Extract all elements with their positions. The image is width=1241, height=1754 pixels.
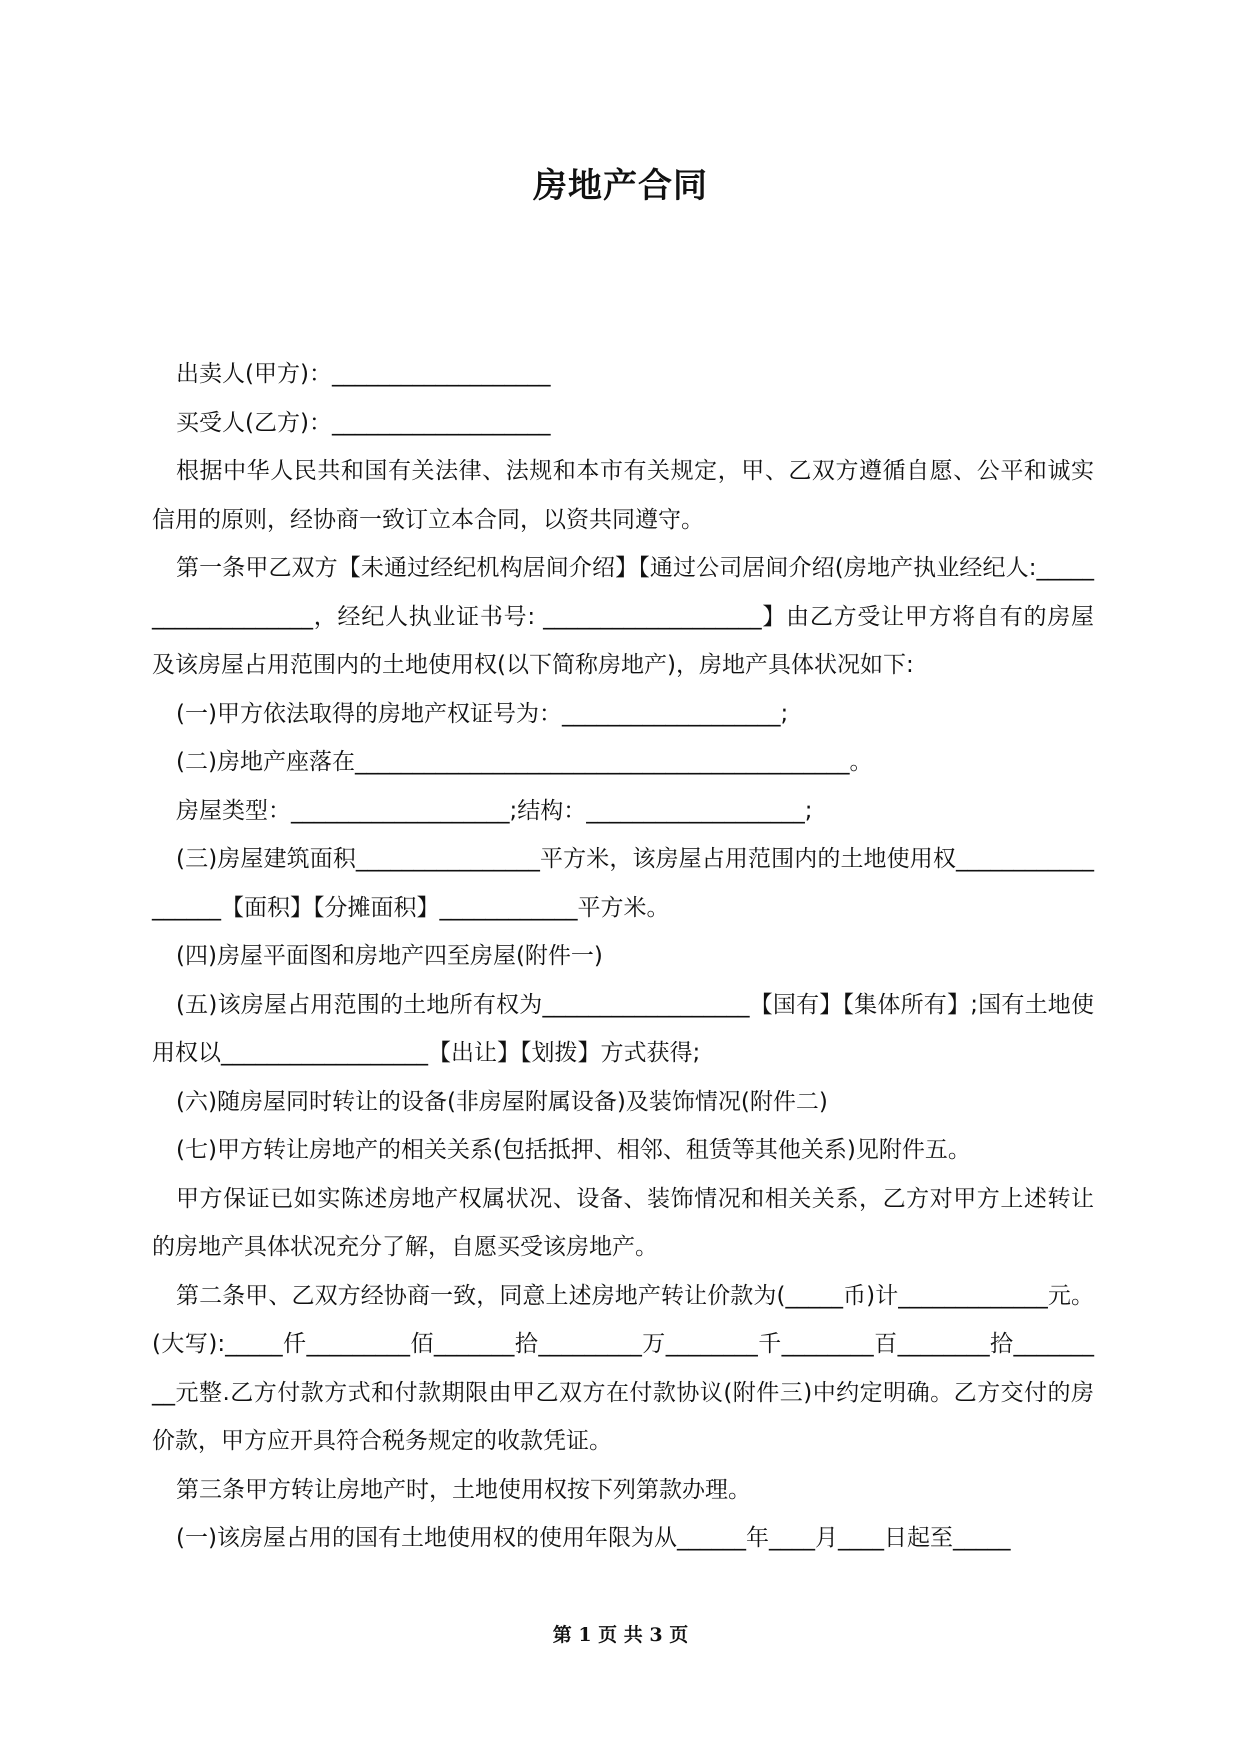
- paragraph-item-7: (七)甲方转让房地产的相关关系(包括抵押、相邻、租赁等其他关系)见附件五。: [176, 1137, 971, 1163]
- paragraph-item-2: (二)房地产座落在___________________________________________。: [176, 749, 873, 775]
- page-footer: 第 1 页 共 3 页: [552, 1624, 689, 1646]
- paragraph-item-3: (三)房屋建筑面积________________平方米，该房屋占用范围内的土地使用权__________________【面积】【分摊面积】____________平方米。: [152, 846, 1094, 921]
- paragraph-item-4: (四)房屋平面图和房地产四至房屋(附件一): [176, 943, 603, 969]
- paragraph-seller: 出卖人(甲方)：___________________: [176, 361, 551, 387]
- paragraph-item-5: (五)该房屋占用范围的土地所有权为__________________【国有】【集体所有】;国有土地使用权以__________________【出让】【划拨】方式获得;: [152, 991, 1094, 1066]
- paragraph-item-6: (六)随房屋同时转让的设备(非房屋附属设备)及装饰情况(附件二): [176, 1088, 828, 1115]
- paragraph-article-2: 第二条甲、乙双方经协商一致，同意上述房地产转让价款为(_____币)计_____________元。(大写):_____仟_________佰_______拾_________万________千________百________拾_________元整.乙方付款方式和付款期限由甲乙双方在付款协议(附件三)中约定明确。乙方交付的房价款，甲方应开具符合税务规定的收款凭证。: [152, 1282, 1094, 1454]
- paragraph-guarantee: 甲方保证已如实陈述房地产权属状况、设备、装饰情况和相关关系，乙方对甲方上述转让的房地产具体状况充分了解，自愿买受该房地产。: [152, 1185, 1094, 1260]
- document-title: 房地产合同: [533, 166, 708, 206]
- paragraph-house-type: 房屋类型：___________________;结构：___________________;: [176, 797, 813, 824]
- paragraph-article-3: 第三条甲方转让房地产时，土地使用权按下列第款办理。: [176, 1476, 751, 1503]
- paragraph-preamble: 根据中华人民共和国有关法律、法规和本市有关规定，甲、乙双方遵循自愿、公平和诚实信用的原则，经协商一致订立本合同，以资共同遵守。: [152, 458, 1094, 533]
- paragraph-item-1: (一)甲方依法取得的房地产权证号为：___________________;: [176, 700, 789, 727]
- paragraph-article-3-item-1: (一)该房屋占用的国有土地使用权的使用年限为从______年____月____日起至_____: [176, 1525, 1011, 1551]
- paragraph-buyer: 买受人(乙方)：___________________: [176, 409, 551, 436]
- document-body: [152, 350, 1094, 1563]
- paragraph-article-1: 第一条甲乙双方【未通过经纪机构居间介绍】【通过公司居间介绍(房地产执业经纪人:___________________，经纪人执业证书号: ___________________】由乙方受让甲方将自有的房屋及该房屋占用范围内的土地使用权(以下简称房地产)，房地产具体状况如下:: [152, 555, 1094, 678]
